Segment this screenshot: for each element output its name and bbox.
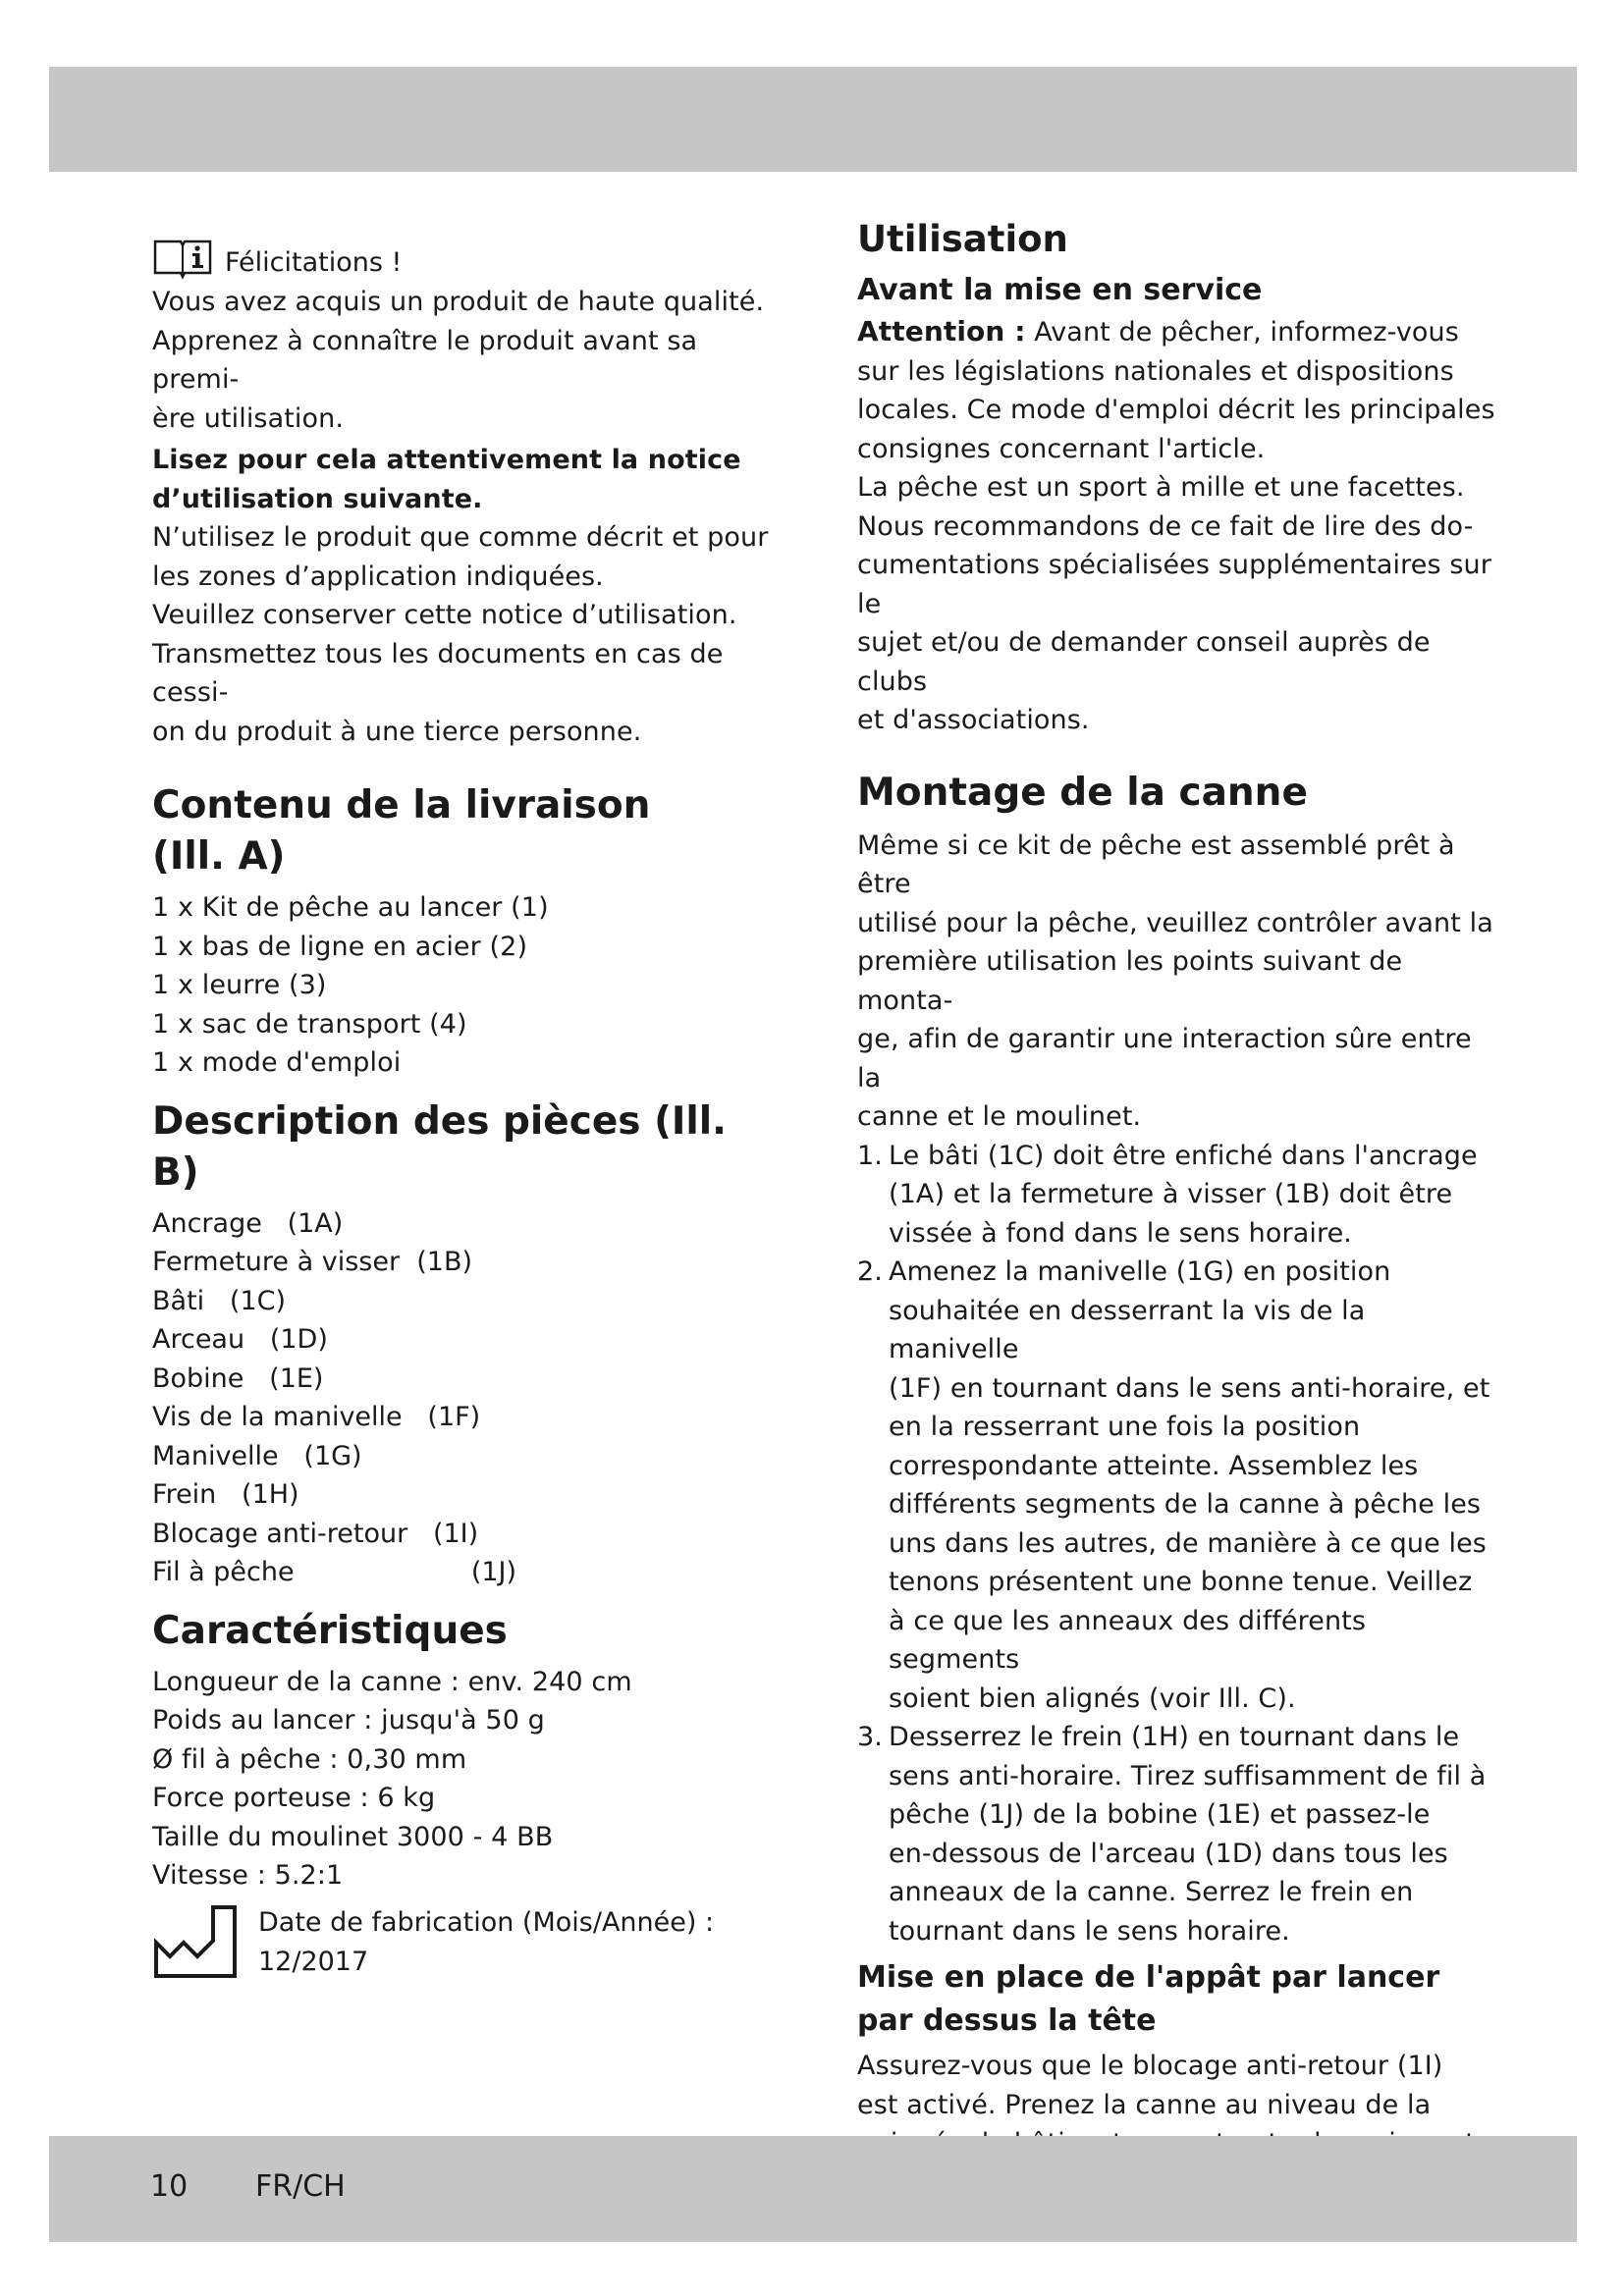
assembly-line: ge, afin de garantir une interaction sûre entre la <box>857 1024 1472 1094</box>
part-code: (1H) <box>242 1479 299 1510</box>
step-line: Amenez la manivelle (1G) en position <box>889 1256 1391 1287</box>
attention-text: Avant de pêcher, informez-vous <box>1025 317 1459 347</box>
manufacture-date <box>152 1903 781 1982</box>
mfg-value: 12/2017 <box>258 1946 369 1977</box>
part-row <box>152 1360 781 1399</box>
step-line: (1F) en tournant dans le sens anti-horaire, et <box>889 1372 1490 1404</box>
usage-line: N’utilisez le produit que comme décrit et pour <box>152 522 769 553</box>
step-line: en la resserrant une fois la position <box>889 1412 1361 1442</box>
step-number: 1. <box>857 1140 883 1171</box>
factory-icon <box>152 1903 241 1982</box>
step-line: tenons présentent une bonne tenue. Veillez <box>889 1567 1473 1597</box>
step-line: correspondante atteinte. Assemblez les <box>889 1450 1419 1481</box>
contents-item: 1 x mode d'emploi <box>152 1047 402 1078</box>
part-name: Frein <box>152 1479 243 1510</box>
congrats-text: Félicitations ! <box>225 247 403 278</box>
part-row <box>152 1475 781 1515</box>
usage-line: Transmettez tous les documents en cas de cessi- <box>152 638 724 708</box>
mfg-label: Date de fabrication (Mois/Année) : <box>258 1906 715 1938</box>
usage-line: les zones d’application indiquées. <box>152 561 604 592</box>
step-number: 3. <box>857 1722 883 1752</box>
contents-item: 1 x leurre (3) <box>152 970 327 1000</box>
parts-title: Description des pièces (Ill. B) <box>152 1098 727 1195</box>
usage-line: Veuillez conserver cette notice d’utilisation. <box>152 600 737 630</box>
part-code: (1J) <box>470 1557 517 1587</box>
step-line: vissée à fond dans le sens horaire. <box>889 1217 1352 1249</box>
part-code: (1F) <box>427 1402 481 1432</box>
attention-line: consignes concernant l'article. <box>857 433 1266 464</box>
usage-title: Utilisation <box>857 218 1068 260</box>
part-name: Fil à pêche <box>152 1557 471 1587</box>
step-line: souhaitée en desserrant la vis de la manivelle <box>889 1295 1366 1364</box>
intro-line: ère utilisation. <box>152 402 345 434</box>
step-line: uns dans les autres, de manière à ce que les <box>889 1527 1487 1559</box>
step-line: en-dessous de l'arceau (1D) dans tous les <box>889 1838 1448 1869</box>
contents-title-ref: (Ill. A) <box>152 834 286 879</box>
attention-line: et d'associations. <box>857 705 1090 735</box>
left-column <box>152 218 781 1982</box>
step-line: (1A) et la fermeture à visser (1B) doit être <box>889 1179 1453 1209</box>
spec-line: Taille du moulinet 3000 - 4 BB <box>152 1821 554 1852</box>
part-name: Manivelle <box>152 1440 304 1471</box>
usage-line: on du produit à une tierce personne. <box>152 716 642 747</box>
page-number: 10 <box>150 2169 189 2204</box>
info-book-icon <box>152 234 213 281</box>
assembly-title: Montage de la canne <box>857 770 1308 815</box>
part-code: (1C) <box>229 1285 287 1316</box>
part-name: Ancrage <box>152 1207 288 1239</box>
step <box>857 1137 1495 1254</box>
congrats-line <box>152 218 781 281</box>
assembly-line: Même si ce kit de pêche est assemblé prêt à être <box>857 829 1455 899</box>
step-line: sens anti-horaire. Tirez suffisamment de fil à <box>889 1760 1487 1791</box>
part-row <box>152 1204 781 1244</box>
header-bar <box>49 67 1577 172</box>
step-line: différents segments de la canne à pêche les <box>889 1489 1482 1520</box>
spec-line: Poids au lancer : jusqu'à 50 g <box>152 1705 545 1735</box>
part-row <box>152 1282 781 1321</box>
step-line: Desserrez le frein (1H) en tournant dans le <box>889 1722 1460 1752</box>
part-row <box>152 1398 781 1437</box>
assembly-line: canne et le moulinet. <box>857 1101 1142 1132</box>
contents-item: 1 x sac de transport (4) <box>152 1008 467 1040</box>
attention-label: Attention : <box>857 315 1026 347</box>
attention-line <box>857 312 1495 352</box>
assembly-line: première utilisation les points suivant de monta- <box>857 946 1403 1016</box>
bait-line: Assurez-vous que le blocage anti-retour (1I) <box>857 2051 1443 2081</box>
footer-bar <box>49 2136 1577 2242</box>
part-code: (1E) <box>269 1362 324 1394</box>
part-code: (1B) <box>416 1247 473 1277</box>
part-name: Blocage anti-retour <box>152 1518 433 1549</box>
bait-title: Mise en place de l'appât par lancer <box>857 1960 1440 1995</box>
part-row <box>152 1515 781 1554</box>
attention-line: locales. Ce mode d'emploi décrit les principales <box>857 395 1495 425</box>
attention-line: cumentations spécialisées supplémentaires sur le <box>857 550 1491 619</box>
part-name: Bobine <box>152 1362 270 1394</box>
part-name: Arceau <box>152 1324 270 1355</box>
step-number: 2. <box>857 1256 883 1287</box>
part-code: (1D) <box>269 1324 328 1355</box>
spec-line: Longueur de la canne : env. 240 cm <box>152 1666 632 1697</box>
step-line: soient bien alignés (voir Ill. C). <box>889 1682 1296 1714</box>
part-name: Bâti <box>152 1285 230 1316</box>
part-row <box>152 1320 781 1360</box>
attention-line: La pêche est un sport à mille et une facettes. <box>857 472 1465 503</box>
attention-line: sur les législations nationales et dispositions <box>857 355 1454 387</box>
part-code: (1A) <box>287 1207 344 1239</box>
part-row <box>152 1437 781 1476</box>
spec-line: Ø fil à pêche : 0,30 mm <box>152 1743 467 1775</box>
intro-line: Vous avez acquis un produit de haute qualité. <box>152 287 765 317</box>
part-row <box>152 1243 781 1282</box>
assembly-line: utilisé pour la pêche, veuillez contrôler avant la <box>857 907 1493 938</box>
before-title: Avant la mise en service <box>857 273 1263 307</box>
step-line: à ce que les anneaux des différents segments <box>889 1605 1367 1675</box>
step-line: tournant dans le sens horaire. <box>889 1915 1290 1947</box>
language-code: FR/CH <box>255 2169 346 2204</box>
bait-title: par dessus la tête <box>857 2003 1157 2038</box>
part-code: (1I) <box>432 1518 479 1549</box>
part-name: Fermeture à visser <box>152 1247 417 1277</box>
attention-line: sujet et/ou de demander conseil auprès de clubs <box>857 627 1431 697</box>
step <box>857 1253 1495 1718</box>
spec-line: Force porteuse : 6 kg <box>152 1783 436 1813</box>
contents-title: Contenu de la livraison <box>152 783 651 828</box>
spec-line: Vitesse : 5.2:1 <box>152 1860 344 1891</box>
read-notice-line: Lisez pour cela attentivement la notice <box>152 445 741 475</box>
step-line: anneaux de la canne. Serrez le frein en <box>889 1877 1414 1907</box>
part-code: (1G) <box>303 1440 362 1471</box>
intro-line: Apprenez à connaître le produit avant sa premi- <box>152 325 698 395</box>
assembly-steps <box>857 1137 1495 1951</box>
right-column <box>857 214 1495 2202</box>
step-line: pêche (1J) de la bobine (1E) et passez-le <box>889 1799 1431 1830</box>
bait-line: est activé. Prenez la canne au niveau de la <box>857 2089 1432 2120</box>
specs-title: Caractéristiques <box>152 1608 508 1653</box>
attention-line: Nous recommandons de ce fait de lire des do- <box>857 510 1474 542</box>
step-line: Le bâti (1C) doit être enfiché dans l'ancrage <box>889 1140 1478 1171</box>
contents-item: 1 x bas de ligne en acier (2) <box>152 931 528 962</box>
part-row <box>152 1553 781 1592</box>
step <box>857 1718 1495 1950</box>
part-name: Vis de la manivelle <box>152 1402 428 1432</box>
read-notice-line: d’utilisation suivante. <box>152 483 483 514</box>
contents-item: 1 x Kit de pêche au lancer (1) <box>152 892 549 923</box>
